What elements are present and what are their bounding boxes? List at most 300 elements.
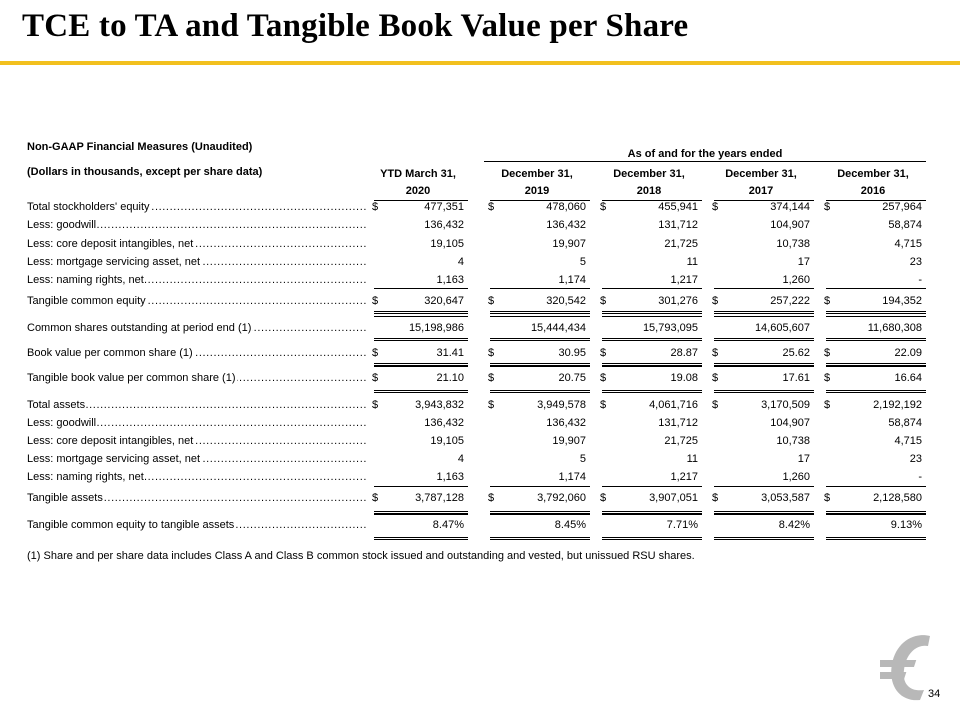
row-label	[27, 471, 367, 486]
subtotal-rule	[826, 514, 926, 515]
cell-value: 20.75	[558, 372, 586, 384]
table-cell	[596, 492, 702, 507]
table-cell	[368, 492, 468, 507]
currency-symbol: $	[488, 201, 495, 213]
row-label-text: Book value per common share (1)	[27, 347, 193, 359]
table-cell	[820, 492, 926, 507]
subtotal-rule	[602, 486, 702, 487]
cell-value: 104,907	[770, 417, 810, 429]
row-label-text: Tangible common equity	[27, 295, 146, 307]
cell-value: 19,105	[430, 435, 464, 447]
table-cell	[708, 492, 814, 507]
cell-value: 136,432	[546, 417, 586, 429]
cell-value: 1,260	[782, 274, 810, 286]
table-cell	[596, 238, 702, 253]
cell-value: 58,874	[888, 219, 922, 231]
table-cell	[596, 372, 702, 387]
cell-value: 8.47%	[432, 519, 464, 531]
table-cell	[368, 347, 468, 362]
cell-value: 11	[686, 256, 698, 268]
cell-value: 15,198,986	[408, 322, 464, 334]
cell-value: 17	[797, 453, 810, 465]
table-cell	[820, 201, 926, 216]
subtotal-rule	[374, 486, 468, 487]
bank-logo-icon	[880, 630, 941, 715]
total-double-rule	[714, 539, 814, 540]
row-label	[27, 435, 367, 450]
table-cell	[708, 347, 814, 362]
table-cell	[484, 471, 590, 486]
cell-value: 320,542	[546, 295, 586, 307]
table-cell	[820, 519, 926, 534]
table-cell	[708, 274, 814, 289]
cell-value: 21.10	[436, 372, 464, 384]
column-header	[596, 166, 702, 200]
total-double-rule	[826, 539, 926, 540]
table-cell	[368, 435, 468, 450]
table-row	[0, 434, 960, 451]
table-cell	[708, 399, 814, 414]
cell-value: 1,163	[436, 274, 464, 286]
total-double-rule	[602, 313, 702, 314]
row-label-text: Less: core deposit intangibles, net	[27, 435, 194, 447]
row-label	[27, 453, 367, 468]
cell-value: 23	[909, 453, 922, 465]
table-cell	[484, 322, 590, 337]
currency-symbol: $	[488, 399, 495, 411]
row-label	[27, 219, 367, 234]
cell-value: 3,907,051	[649, 492, 698, 504]
cell-value: 22.09	[894, 347, 922, 359]
total-double-rule	[602, 311, 702, 312]
total-double-rule	[714, 363, 814, 364]
subtotal-rule	[826, 316, 926, 317]
table-row	[0, 321, 960, 338]
table-cell	[708, 322, 814, 337]
column-header-period: December 31,	[501, 168, 573, 180]
total-double-rule	[826, 311, 926, 312]
table-cell	[484, 453, 590, 468]
total-double-rule	[826, 390, 926, 391]
total-double-rule	[826, 313, 926, 314]
table-cell	[368, 201, 468, 216]
table-row	[0, 371, 960, 388]
row-label	[27, 492, 367, 507]
subtotal-rule	[714, 366, 814, 367]
cell-value: 21,725	[664, 238, 698, 250]
total-double-rule	[374, 537, 468, 538]
total-double-rule	[826, 537, 926, 538]
currency-symbol: $	[824, 347, 831, 359]
total-double-rule	[714, 390, 814, 391]
table-cell	[820, 274, 926, 289]
cell-value: 257,222	[770, 295, 810, 307]
total-double-rule	[374, 390, 468, 391]
currency-symbol: $	[372, 399, 379, 411]
table-cell	[368, 471, 468, 486]
currency-symbol: $	[600, 399, 607, 411]
section-title: Non-GAAP Financial Measures (Unaudited)	[27, 141, 253, 153]
total-double-rule	[602, 537, 702, 538]
cell-value: 11,680,308	[867, 322, 922, 334]
row-label	[27, 399, 367, 414]
cell-value: 1,217	[670, 274, 698, 286]
table-cell	[484, 219, 590, 234]
row-label	[27, 322, 367, 337]
total-double-rule	[490, 539, 590, 540]
cell-value: 478,060	[546, 201, 586, 213]
table-cell	[596, 295, 702, 310]
currency-symbol: $	[824, 295, 831, 307]
total-double-rule	[602, 338, 702, 339]
cell-value: 477,351	[424, 201, 464, 213]
currency-symbol: $	[600, 201, 607, 213]
table-row	[0, 491, 960, 508]
row-label-text: Tangible assets	[27, 492, 103, 504]
cell-value: 136,432	[424, 417, 464, 429]
table-cell	[484, 256, 590, 271]
column-header	[484, 166, 590, 200]
table-cell	[820, 238, 926, 253]
cell-value: 3,787,128	[415, 492, 464, 504]
cell-value: 19,105	[430, 238, 464, 250]
subtotal-rule	[602, 366, 702, 367]
total-double-rule	[374, 511, 468, 512]
table-row	[0, 398, 960, 415]
currency-symbol: $	[600, 492, 607, 504]
table-cell	[368, 238, 468, 253]
row-label-text: Less: goodwill	[27, 417, 97, 429]
column-header	[368, 166, 468, 200]
cell-value: 31.41	[436, 347, 464, 359]
total-double-rule	[374, 311, 468, 312]
units-label: (Dollars in thousands, except per share data)	[27, 166, 263, 178]
row-label	[27, 417, 367, 432]
table-cell	[820, 399, 926, 414]
table-cell	[596, 399, 702, 414]
currency-symbol: $	[824, 399, 831, 411]
column-header	[708, 166, 814, 200]
cell-value: 5	[579, 256, 586, 268]
table-cell	[820, 219, 926, 234]
column-header-period: December 31,	[725, 168, 797, 180]
cell-value: 131,712	[658, 417, 698, 429]
table-cell	[368, 519, 468, 534]
table-cell	[596, 471, 702, 486]
row-label	[27, 201, 367, 216]
cell-value: 4,715	[894, 435, 922, 447]
total-double-rule	[490, 313, 590, 314]
table-cell	[708, 453, 814, 468]
table-cell	[484, 492, 590, 507]
subtotal-rule	[490, 486, 590, 487]
table-row	[0, 218, 960, 235]
row-label-text: Less: core deposit intangibles, net	[27, 238, 194, 250]
cell-value: 14,605,607	[754, 322, 810, 334]
row-label-text: Less: mortgage servicing asset, net	[27, 453, 201, 465]
group-header: As of and for the years ended	[627, 148, 783, 160]
currency-symbol: $	[712, 372, 719, 384]
subtotal-rule	[602, 288, 702, 289]
table-row	[0, 518, 960, 535]
total-double-rule	[374, 313, 468, 314]
table-row	[0, 273, 960, 290]
cell-value: 3,170,509	[761, 399, 810, 411]
currency-symbol: $	[824, 201, 831, 213]
table-cell	[484, 399, 590, 414]
cell-value: 19,907	[552, 238, 586, 250]
total-double-rule	[374, 539, 468, 540]
subtotal-rule	[714, 288, 814, 289]
subtotal-rule	[714, 514, 814, 515]
currency-symbol: $	[600, 372, 607, 384]
cell-value: 11	[686, 453, 698, 465]
table-cell	[820, 322, 926, 337]
subtotal-rule	[602, 514, 702, 515]
total-double-rule	[602, 363, 702, 364]
table-row	[0, 470, 960, 487]
cell-value: 4	[457, 256, 464, 268]
table-row	[0, 452, 960, 469]
table-cell	[596, 201, 702, 216]
column-header	[820, 166, 926, 200]
total-double-rule	[714, 392, 814, 393]
row-label	[27, 347, 367, 362]
cell-value: 3,943,832	[415, 399, 464, 411]
row-label-text: Total assets	[27, 399, 86, 411]
row-label	[27, 256, 367, 271]
currency-symbol: $	[712, 399, 719, 411]
currency-symbol: $	[824, 372, 831, 384]
row-label	[27, 274, 367, 289]
total-double-rule	[490, 511, 590, 512]
cell-value: 25.62	[782, 347, 810, 359]
table-cell	[820, 256, 926, 271]
cell-value: 1,174	[558, 471, 586, 483]
table-cell	[596, 322, 702, 337]
cell-value: 2,128,580	[873, 492, 922, 504]
table-cell	[484, 435, 590, 450]
cell-value: 8.42%	[778, 519, 810, 531]
table-cell	[368, 322, 468, 337]
table-cell	[708, 201, 814, 216]
row-label	[27, 295, 367, 310]
subtotal-rule	[490, 514, 590, 515]
cell-value: 1,174	[558, 274, 586, 286]
currency-symbol: $	[372, 201, 379, 213]
cell-value: 58,874	[888, 417, 922, 429]
table-cell	[820, 471, 926, 486]
column-header-year: 2020	[405, 185, 431, 197]
subtotal-rule	[490, 366, 590, 367]
column-header-year: 2017	[748, 185, 774, 197]
row-label-text: Less: mortgage servicing asset, net	[27, 256, 201, 268]
table-cell	[708, 519, 814, 534]
currency-symbol: $	[488, 295, 495, 307]
cell-value: 10,738	[776, 435, 810, 447]
cell-value: 1,260	[782, 471, 810, 483]
row-label-text: Tangible common equity to tangible assets	[27, 519, 235, 531]
total-double-rule	[490, 338, 590, 339]
total-double-rule	[374, 338, 468, 339]
table-cell	[596, 219, 702, 234]
table-cell	[484, 519, 590, 534]
subtotal-rule	[602, 340, 702, 341]
table-cell	[368, 417, 468, 432]
cell-value: 19,907	[552, 435, 586, 447]
table-cell	[484, 372, 590, 387]
table-row	[0, 294, 960, 311]
table-cell	[708, 417, 814, 432]
table-row	[0, 346, 960, 363]
total-double-rule	[490, 392, 590, 393]
cell-value: 4,715	[894, 238, 922, 250]
cell-value: 3,792,060	[537, 492, 586, 504]
total-double-rule	[374, 392, 468, 393]
cell-value: 15,793,095	[642, 322, 698, 334]
cell-value: 320,647	[424, 295, 464, 307]
row-label-text: Common shares outstanding at period end (1)	[27, 322, 252, 334]
table-cell	[596, 417, 702, 432]
subtotal-rule	[826, 288, 926, 289]
cell-value: 17	[797, 256, 810, 268]
row-label-text: Less: naming rights, net	[27, 471, 144, 483]
cell-value: 4	[457, 453, 464, 465]
cell-value: 8.45%	[554, 519, 586, 531]
total-double-rule	[714, 311, 814, 312]
cell-value: 5	[579, 453, 586, 465]
cell-value: 9.13%	[890, 519, 922, 531]
currency-symbol: $	[712, 492, 719, 504]
total-double-rule	[826, 511, 926, 512]
table-cell	[484, 201, 590, 216]
table-cell	[368, 256, 468, 271]
table-cell	[708, 219, 814, 234]
currency-symbol: $	[488, 492, 495, 504]
table-cell	[708, 238, 814, 253]
cell-value: 23	[909, 256, 922, 268]
subtotal-rule	[826, 340, 926, 341]
subtotal-rule	[714, 316, 814, 317]
total-double-rule	[602, 539, 702, 540]
table-cell	[368, 399, 468, 414]
currency-symbol: $	[712, 201, 719, 213]
table-row	[0, 237, 960, 254]
total-double-rule	[490, 311, 590, 312]
subtotal-rule	[374, 340, 468, 341]
cell-value: 2,192,192	[873, 399, 922, 411]
column-header-period: YTD March 31,	[380, 168, 456, 180]
table-cell	[820, 372, 926, 387]
table-cell	[596, 519, 702, 534]
column-header-period: December 31,	[837, 168, 909, 180]
currency-symbol: $	[372, 372, 379, 384]
cell-value: 136,432	[546, 219, 586, 231]
subtotal-rule	[374, 514, 468, 515]
total-double-rule	[602, 392, 702, 393]
cell-value: 301,276	[658, 295, 698, 307]
total-double-rule	[490, 363, 590, 364]
table-cell	[820, 347, 926, 362]
table-cell	[708, 471, 814, 486]
total-double-rule	[826, 338, 926, 339]
cell-value: 374,144	[770, 201, 810, 213]
column-header-period: December 31,	[613, 168, 685, 180]
cell-value: 10,738	[776, 238, 810, 250]
cell-value: 104,907	[770, 219, 810, 231]
table-cell	[484, 347, 590, 362]
cell-value: 136,432	[424, 219, 464, 231]
currency-symbol: $	[372, 295, 379, 307]
total-double-rule	[374, 363, 468, 364]
cell-value: 3,949,578	[537, 399, 586, 411]
table-row	[0, 416, 960, 433]
cell-value: 30.95	[558, 347, 586, 359]
currency-symbol: $	[600, 347, 607, 359]
cell-value: 455,941	[658, 201, 698, 213]
currency-symbol: $	[600, 295, 607, 307]
total-double-rule	[490, 537, 590, 538]
table-cell	[708, 435, 814, 450]
currency-symbol: $	[488, 372, 495, 384]
table-cell	[368, 219, 468, 234]
cell-value: 15,444,434	[530, 322, 586, 334]
currency-symbol: $	[712, 347, 719, 359]
row-label-text: Less: goodwill	[27, 219, 97, 231]
cell-value: 28.87	[670, 347, 698, 359]
cell-value: 194,352	[882, 295, 922, 307]
total-double-rule	[714, 338, 814, 339]
currency-symbol: $	[372, 347, 379, 359]
table-cell	[368, 453, 468, 468]
cell-value: 21,725	[664, 435, 698, 447]
table-cell	[368, 372, 468, 387]
currency-symbol: $	[372, 492, 379, 504]
table-cell	[484, 238, 590, 253]
table-cell	[708, 372, 814, 387]
table-cell	[708, 295, 814, 310]
group-header-rule	[484, 161, 926, 162]
cell-value: -	[918, 471, 922, 483]
table-cell	[820, 453, 926, 468]
currency-symbol: $	[824, 492, 831, 504]
currency-symbol: $	[488, 347, 495, 359]
table-cell	[596, 453, 702, 468]
cell-value: 19.08	[670, 372, 698, 384]
cell-value: 1,217	[670, 471, 698, 483]
page-number: 34	[928, 688, 941, 700]
row-label-text: Total stockholders' equity	[27, 201, 150, 213]
subtotal-rule	[490, 340, 590, 341]
subtotal-rule	[826, 486, 926, 487]
total-double-rule	[714, 511, 814, 512]
title-rule	[0, 61, 960, 65]
total-double-rule	[714, 537, 814, 538]
table-cell	[484, 274, 590, 289]
row-label-text: Tangible book value per common share (1)	[27, 372, 236, 384]
row-label	[27, 519, 367, 534]
subtotal-rule	[490, 288, 590, 289]
cell-value: 4,061,716	[649, 399, 698, 411]
table-cell	[820, 417, 926, 432]
column-header-year: 2016	[860, 185, 886, 197]
footnote: (1) Share and per share data includes Class A and Class B common stock issued and outstanding and vested, but unissued RSU shares.	[27, 550, 695, 562]
table-cell	[368, 295, 468, 310]
table-cell	[596, 435, 702, 450]
total-double-rule	[826, 392, 926, 393]
row-label	[27, 238, 367, 253]
row-label-text: Less: naming rights, net	[27, 274, 144, 286]
